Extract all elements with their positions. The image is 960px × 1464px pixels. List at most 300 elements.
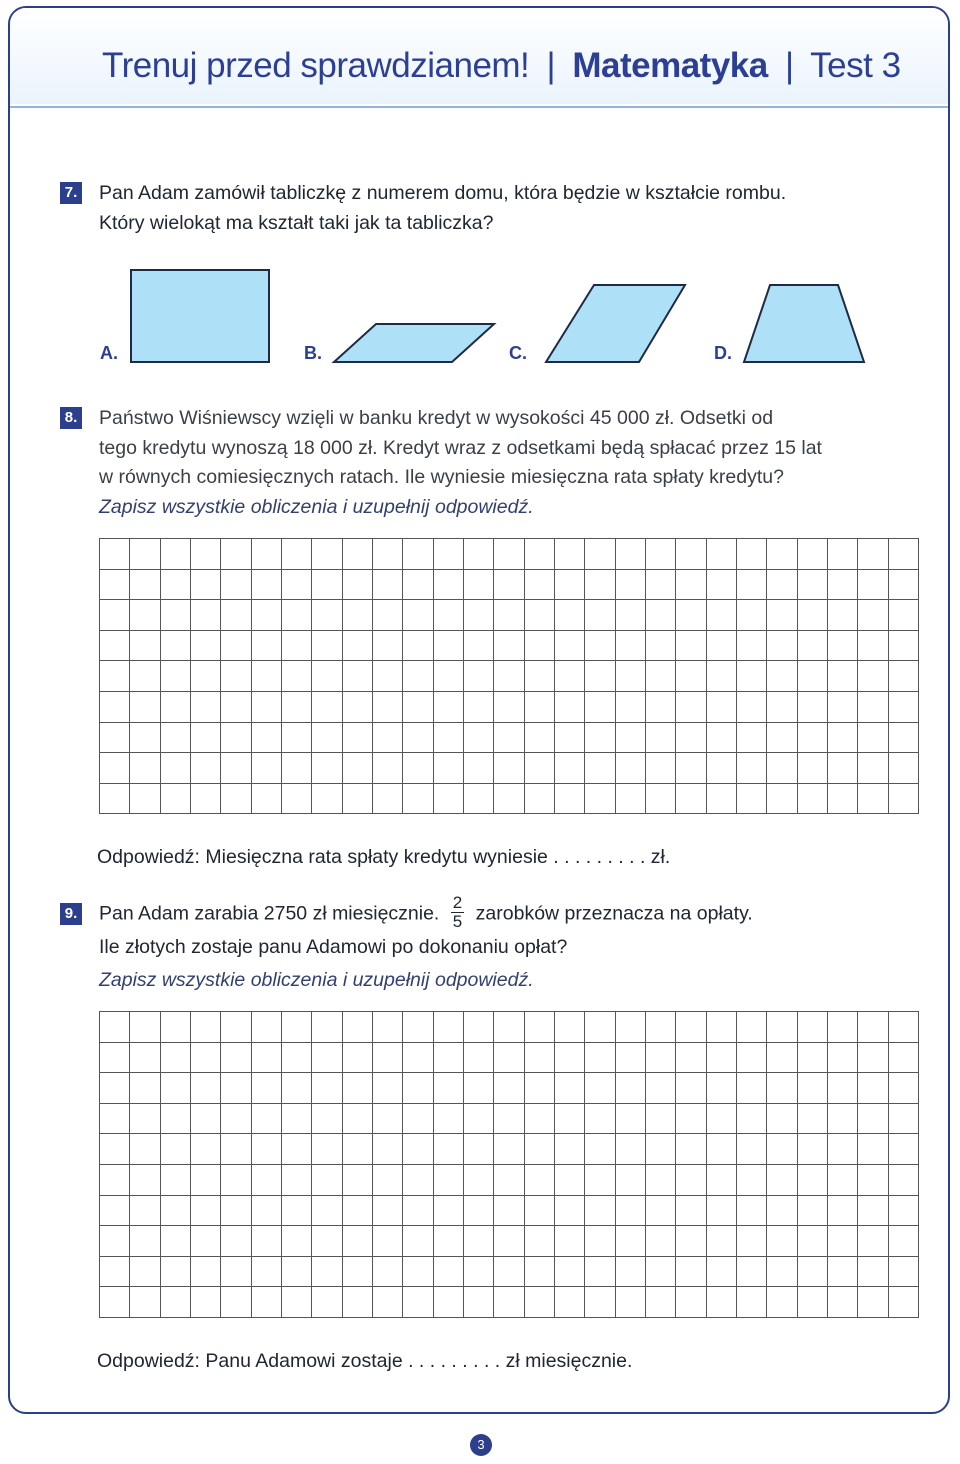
- grid-cell[interactable]: [555, 1165, 585, 1196]
- grid-cell[interactable]: [434, 1196, 464, 1227]
- grid-cell[interactable]: [525, 1196, 555, 1227]
- grid-cell[interactable]: [343, 1196, 373, 1227]
- grid-cell[interactable]: [828, 1073, 858, 1104]
- grid-cell[interactable]: [828, 753, 858, 784]
- grid-cell[interactable]: [707, 1043, 737, 1074]
- grid-cell[interactable]: [312, 1257, 342, 1288]
- grid-cell[interactable]: [707, 1104, 737, 1135]
- grid-cell[interactable]: [373, 1196, 403, 1227]
- grid-cell[interactable]: [525, 1134, 555, 1165]
- grid-cell[interactable]: [676, 1104, 706, 1135]
- grid-cell[interactable]: [191, 661, 221, 692]
- grid-cell[interactable]: [252, 784, 282, 815]
- grid-cell[interactable]: [889, 1073, 919, 1104]
- grid-cell[interactable]: [889, 1196, 919, 1227]
- grid-cell[interactable]: [525, 753, 555, 784]
- grid-cell[interactable]: [252, 539, 282, 570]
- grid-cell[interactable]: [161, 1226, 191, 1257]
- grid-cell[interactable]: [464, 570, 494, 601]
- grid-cell[interactable]: [100, 661, 130, 692]
- grid-cell[interactable]: [403, 1287, 433, 1318]
- grid-cell[interactable]: [676, 1073, 706, 1104]
- grid-cell[interactable]: [403, 1012, 433, 1043]
- grid-cell[interactable]: [707, 784, 737, 815]
- grid-cell[interactable]: [889, 784, 919, 815]
- grid-cell[interactable]: [161, 600, 191, 631]
- grid-cell[interactable]: [616, 1165, 646, 1196]
- grid-cell[interactable]: [767, 539, 797, 570]
- grid-cell[interactable]: [676, 1012, 706, 1043]
- grid-cell[interactable]: [191, 1165, 221, 1196]
- grid-cell[interactable]: [767, 1226, 797, 1257]
- grid-cell[interactable]: [434, 1257, 464, 1288]
- grid-cell[interactable]: [798, 1012, 828, 1043]
- grid-cell[interactable]: [585, 631, 615, 662]
- grid-cell[interactable]: [828, 784, 858, 815]
- grid-cell[interactable]: [373, 1012, 403, 1043]
- grid-cell[interactable]: [676, 692, 706, 723]
- grid-cell[interactable]: [798, 1104, 828, 1135]
- grid-cell[interactable]: [525, 631, 555, 662]
- grid-cell[interactable]: [191, 1134, 221, 1165]
- grid-cell[interactable]: [373, 1165, 403, 1196]
- grid-cell[interactable]: [282, 784, 312, 815]
- grid-cell[interactable]: [889, 1165, 919, 1196]
- grid-cell[interactable]: [403, 600, 433, 631]
- grid-cell[interactable]: [494, 539, 524, 570]
- grid-cell[interactable]: [555, 784, 585, 815]
- grid-cell[interactable]: [130, 753, 160, 784]
- grid-cell[interactable]: [858, 539, 888, 570]
- grid-cell[interactable]: [161, 1104, 191, 1135]
- grid-cell[interactable]: [191, 1226, 221, 1257]
- grid-cell[interactable]: [312, 1104, 342, 1135]
- grid-cell[interactable]: [100, 1073, 130, 1104]
- grid-cell[interactable]: [221, 1287, 251, 1318]
- grid-cell[interactable]: [130, 1287, 160, 1318]
- grid-cell[interactable]: [403, 1226, 433, 1257]
- grid-cell[interactable]: [585, 753, 615, 784]
- grid-cell[interactable]: [252, 1073, 282, 1104]
- grid-cell[interactable]: [858, 723, 888, 754]
- grid-cell[interactable]: [525, 570, 555, 601]
- grid-cell[interactable]: [403, 1104, 433, 1135]
- grid-cell[interactable]: [434, 600, 464, 631]
- grid-cell[interactable]: [191, 1073, 221, 1104]
- grid-cell[interactable]: [555, 1196, 585, 1227]
- grid-cell[interactable]: [464, 1073, 494, 1104]
- grid-cell[interactable]: [100, 1287, 130, 1318]
- grid-cell[interactable]: [828, 631, 858, 662]
- grid-cell[interactable]: [191, 1287, 221, 1318]
- grid-cell[interactable]: [555, 1134, 585, 1165]
- grid-cell[interactable]: [889, 1043, 919, 1074]
- grid-cell[interactable]: [343, 784, 373, 815]
- grid-cell[interactable]: [100, 570, 130, 601]
- grid-cell[interactable]: [373, 784, 403, 815]
- grid-cell[interactable]: [403, 1165, 433, 1196]
- grid-cell[interactable]: [221, 1012, 251, 1043]
- grid-cell[interactable]: [737, 1257, 767, 1288]
- grid-cell[interactable]: [646, 1196, 676, 1227]
- grid-cell[interactable]: [373, 1287, 403, 1318]
- grid-cell[interactable]: [221, 1165, 251, 1196]
- grid-cell[interactable]: [221, 723, 251, 754]
- grid-cell[interactable]: [373, 631, 403, 662]
- grid-cell[interactable]: [798, 692, 828, 723]
- grid-cell[interactable]: [464, 1287, 494, 1318]
- grid-cell[interactable]: [737, 784, 767, 815]
- grid-cell[interactable]: [737, 692, 767, 723]
- option-d-label[interactable]: D.: [714, 343, 732, 363]
- grid-cell[interactable]: [403, 1196, 433, 1227]
- grid-cell[interactable]: [555, 1012, 585, 1043]
- grid-cell[interactable]: [585, 539, 615, 570]
- grid-cell[interactable]: [707, 1196, 737, 1227]
- grid-cell[interactable]: [282, 1012, 312, 1043]
- grid-cell[interactable]: [646, 1226, 676, 1257]
- grid-cell[interactable]: [767, 570, 797, 601]
- grid-cell[interactable]: [525, 1043, 555, 1074]
- grid-cell[interactable]: [100, 753, 130, 784]
- grid-cell[interactable]: [252, 753, 282, 784]
- grid-cell[interactable]: [707, 1012, 737, 1043]
- grid-cell[interactable]: [282, 1073, 312, 1104]
- grid-cell[interactable]: [373, 1134, 403, 1165]
- grid-cell[interactable]: [282, 1043, 312, 1074]
- grid-cell[interactable]: [616, 1257, 646, 1288]
- grid-cell[interactable]: [858, 600, 888, 631]
- grid-cell[interactable]: [555, 753, 585, 784]
- grid-cell[interactable]: [191, 1012, 221, 1043]
- grid-cell[interactable]: [494, 1043, 524, 1074]
- grid-cell[interactable]: [343, 631, 373, 662]
- grid-cell[interactable]: [585, 1226, 615, 1257]
- grid-cell[interactable]: [767, 1104, 797, 1135]
- grid-cell[interactable]: [312, 723, 342, 754]
- grid-cell[interactable]: [767, 1257, 797, 1288]
- grid-cell[interactable]: [464, 753, 494, 784]
- grid-cell[interactable]: [161, 570, 191, 601]
- grid-cell[interactable]: [676, 661, 706, 692]
- grid-cell[interactable]: [161, 1196, 191, 1227]
- grid-cell[interactable]: [343, 1226, 373, 1257]
- grid-cell[interactable]: [464, 1257, 494, 1288]
- grid-cell[interactable]: [373, 1104, 403, 1135]
- grid-cell[interactable]: [737, 1073, 767, 1104]
- grid-cell[interactable]: [555, 723, 585, 754]
- grid-cell[interactable]: [525, 1104, 555, 1135]
- grid-cell[interactable]: [100, 1134, 130, 1165]
- grid-cell[interactable]: [312, 1012, 342, 1043]
- grid-cell[interactable]: [737, 1043, 767, 1074]
- grid-cell[interactable]: [767, 600, 797, 631]
- grid-cell[interactable]: [403, 1257, 433, 1288]
- grid-cell[interactable]: [464, 1043, 494, 1074]
- grid-cell[interactable]: [494, 1226, 524, 1257]
- grid-cell[interactable]: [767, 631, 797, 662]
- grid-cell[interactable]: [252, 1287, 282, 1318]
- grid-cell[interactable]: [646, 1257, 676, 1288]
- grid-cell[interactable]: [555, 1073, 585, 1104]
- grid-cell[interactable]: [130, 661, 160, 692]
- grid-cell[interactable]: [889, 1104, 919, 1135]
- grid-cell[interactable]: [828, 570, 858, 601]
- grid-cell[interactable]: [161, 753, 191, 784]
- grid-cell[interactable]: [767, 1165, 797, 1196]
- grid-cell[interactable]: [312, 692, 342, 723]
- grid-cell[interactable]: [676, 1165, 706, 1196]
- grid-cell[interactable]: [767, 1134, 797, 1165]
- grid-cell[interactable]: [373, 723, 403, 754]
- grid-cell[interactable]: [616, 1226, 646, 1257]
- grid-cell[interactable]: [252, 723, 282, 754]
- grid-cell[interactable]: [737, 1165, 767, 1196]
- grid-cell[interactable]: [737, 539, 767, 570]
- grid-cell[interactable]: [707, 753, 737, 784]
- grid-cell[interactable]: [130, 570, 160, 601]
- grid-cell[interactable]: [646, 600, 676, 631]
- grid-cell[interactable]: [252, 692, 282, 723]
- grid-cell[interactable]: [343, 692, 373, 723]
- grid-cell[interactable]: [343, 1043, 373, 1074]
- grid-cell[interactable]: [737, 661, 767, 692]
- grid-cell[interactable]: [343, 1134, 373, 1165]
- grid-cell[interactable]: [464, 1104, 494, 1135]
- grid-cell[interactable]: [130, 1196, 160, 1227]
- grid-cell[interactable]: [494, 784, 524, 815]
- grid-cell[interactable]: [525, 692, 555, 723]
- grid-cell[interactable]: [312, 1287, 342, 1318]
- grid-cell[interactable]: [373, 753, 403, 784]
- grid-cell[interactable]: [100, 692, 130, 723]
- grid-cell[interactable]: [100, 600, 130, 631]
- grid-cell[interactable]: [464, 600, 494, 631]
- grid-cell[interactable]: [130, 600, 160, 631]
- grid-cell[interactable]: [555, 539, 585, 570]
- grid-cell[interactable]: [767, 1012, 797, 1043]
- grid-cell[interactable]: [282, 1165, 312, 1196]
- grid-cell[interactable]: [616, 570, 646, 601]
- grid-cell[interactable]: [282, 539, 312, 570]
- grid-cell[interactable]: [858, 1257, 888, 1288]
- grid-cell[interactable]: [616, 753, 646, 784]
- grid-cell[interactable]: [130, 539, 160, 570]
- grid-cell[interactable]: [555, 661, 585, 692]
- grid-cell[interactable]: [403, 753, 433, 784]
- grid-cell[interactable]: [221, 1073, 251, 1104]
- grid-cell[interactable]: [798, 1134, 828, 1165]
- grid-cell[interactable]: [403, 570, 433, 601]
- grid-cell[interactable]: [707, 539, 737, 570]
- grid-cell[interactable]: [434, 570, 464, 601]
- grid-cell[interactable]: [494, 723, 524, 754]
- grid-cell[interactable]: [252, 1104, 282, 1135]
- grid-cell[interactable]: [221, 539, 251, 570]
- grid-cell[interactable]: [646, 1073, 676, 1104]
- grid-cell[interactable]: [828, 1196, 858, 1227]
- grid-cell[interactable]: [798, 1196, 828, 1227]
- grid-cell[interactable]: [282, 631, 312, 662]
- grid-cell[interactable]: [464, 1196, 494, 1227]
- grid-cell[interactable]: [221, 1196, 251, 1227]
- grid-cell[interactable]: [798, 753, 828, 784]
- grid-cell[interactable]: [161, 1257, 191, 1288]
- grid-cell[interactable]: [191, 1043, 221, 1074]
- grid-cell[interactable]: [221, 692, 251, 723]
- grid-cell[interactable]: [343, 753, 373, 784]
- option-c-label[interactable]: C.: [509, 343, 527, 363]
- grid-cell[interactable]: [282, 753, 312, 784]
- grid-cell[interactable]: [646, 631, 676, 662]
- grid-cell[interactable]: [828, 1043, 858, 1074]
- grid-cell[interactable]: [312, 570, 342, 601]
- grid-cell[interactable]: [585, 692, 615, 723]
- grid-cell[interactable]: [889, 753, 919, 784]
- grid-cell[interactable]: [343, 570, 373, 601]
- grid-cell[interactable]: [191, 600, 221, 631]
- grid-cell[interactable]: [464, 723, 494, 754]
- grid-cell[interactable]: [525, 1073, 555, 1104]
- grid-cell[interactable]: [525, 1226, 555, 1257]
- grid-cell[interactable]: [252, 1165, 282, 1196]
- grid-cell[interactable]: [737, 1196, 767, 1227]
- grid-cell[interactable]: [343, 1165, 373, 1196]
- grid-cell[interactable]: [161, 1287, 191, 1318]
- grid-cell[interactable]: [858, 753, 888, 784]
- grid-cell[interactable]: [555, 1104, 585, 1135]
- grid-cell[interactable]: [494, 570, 524, 601]
- grid-cell[interactable]: [282, 692, 312, 723]
- grid-cell[interactable]: [737, 723, 767, 754]
- grid-cell[interactable]: [676, 1043, 706, 1074]
- grid-cell[interactable]: [161, 539, 191, 570]
- grid-cell[interactable]: [798, 1287, 828, 1318]
- grid-cell[interactable]: [828, 723, 858, 754]
- grid-cell[interactable]: [585, 1043, 615, 1074]
- grid-cell[interactable]: [555, 1257, 585, 1288]
- grid-cell[interactable]: [221, 661, 251, 692]
- grid-cell[interactable]: [252, 1226, 282, 1257]
- grid-cell[interactable]: [767, 1287, 797, 1318]
- grid-cell[interactable]: [130, 1012, 160, 1043]
- grid-cell[interactable]: [282, 600, 312, 631]
- grid-cell[interactable]: [130, 1043, 160, 1074]
- grid-cell[interactable]: [798, 631, 828, 662]
- grid-cell[interactable]: [221, 753, 251, 784]
- grid-cell[interactable]: [798, 723, 828, 754]
- grid-cell[interactable]: [767, 723, 797, 754]
- grid-cell[interactable]: [555, 631, 585, 662]
- grid-cell[interactable]: [191, 723, 221, 754]
- grid-cell[interactable]: [676, 784, 706, 815]
- grid-cell[interactable]: [100, 1104, 130, 1135]
- grid-cell[interactable]: [434, 1165, 464, 1196]
- grid-cell[interactable]: [282, 570, 312, 601]
- grid-cell[interactable]: [585, 570, 615, 601]
- grid-cell[interactable]: [585, 1012, 615, 1043]
- grid-cell[interactable]: [737, 570, 767, 601]
- grid-cell[interactable]: [282, 1287, 312, 1318]
- grid-cell[interactable]: [676, 723, 706, 754]
- grid-cell[interactable]: [464, 1165, 494, 1196]
- grid-cell[interactable]: [555, 600, 585, 631]
- question-9-work-grid[interactable]: [99, 1011, 919, 1318]
- grid-cell[interactable]: [161, 661, 191, 692]
- grid-cell[interactable]: [494, 1073, 524, 1104]
- grid-cell[interactable]: [889, 1226, 919, 1257]
- grid-cell[interactable]: [312, 661, 342, 692]
- grid-cell[interactable]: [585, 600, 615, 631]
- grid-cell[interactable]: [707, 1073, 737, 1104]
- grid-cell[interactable]: [798, 661, 828, 692]
- grid-cell[interactable]: [616, 631, 646, 662]
- grid-cell[interactable]: [646, 1165, 676, 1196]
- grid-cell[interactable]: [494, 1257, 524, 1288]
- grid-cell[interactable]: [191, 570, 221, 601]
- shape-d-trapezoid[interactable]: [744, 285, 864, 362]
- grid-cell[interactable]: [616, 1104, 646, 1135]
- grid-cell[interactable]: [373, 1043, 403, 1074]
- grid-cell[interactable]: [494, 692, 524, 723]
- grid-cell[interactable]: [403, 692, 433, 723]
- grid-cell[interactable]: [130, 692, 160, 723]
- grid-cell[interactable]: [252, 570, 282, 601]
- grid-cell[interactable]: [434, 1104, 464, 1135]
- grid-cell[interactable]: [161, 631, 191, 662]
- grid-cell[interactable]: [858, 1073, 888, 1104]
- grid-cell[interactable]: [585, 1165, 615, 1196]
- grid-cell[interactable]: [312, 600, 342, 631]
- grid-cell[interactable]: [828, 1257, 858, 1288]
- grid-cell[interactable]: [828, 1012, 858, 1043]
- grid-cell[interactable]: [221, 784, 251, 815]
- grid-cell[interactable]: [798, 570, 828, 601]
- grid-cell[interactable]: [282, 1134, 312, 1165]
- grid-cell[interactable]: [343, 661, 373, 692]
- grid-cell[interactable]: [585, 1257, 615, 1288]
- grid-cell[interactable]: [434, 631, 464, 662]
- grid-cell[interactable]: [252, 661, 282, 692]
- grid-cell[interactable]: [525, 1165, 555, 1196]
- grid-cell[interactable]: [403, 723, 433, 754]
- grid-cell[interactable]: [403, 1043, 433, 1074]
- grid-cell[interactable]: [828, 692, 858, 723]
- grid-cell[interactable]: [343, 723, 373, 754]
- grid-cell[interactable]: [343, 1257, 373, 1288]
- grid-cell[interactable]: [676, 570, 706, 601]
- grid-cell[interactable]: [646, 661, 676, 692]
- grid-cell[interactable]: [858, 784, 888, 815]
- grid-cell[interactable]: [828, 600, 858, 631]
- grid-cell[interactable]: [464, 1226, 494, 1257]
- grid-cell[interactable]: [191, 1196, 221, 1227]
- grid-cell[interactable]: [221, 1226, 251, 1257]
- grid-cell[interactable]: [434, 784, 464, 815]
- grid-cell[interactable]: [161, 1012, 191, 1043]
- grid-cell[interactable]: [464, 661, 494, 692]
- grid-cell[interactable]: [494, 1165, 524, 1196]
- grid-cell[interactable]: [646, 723, 676, 754]
- grid-cell[interactable]: [494, 753, 524, 784]
- grid-cell[interactable]: [858, 692, 888, 723]
- grid-cell[interactable]: [646, 784, 676, 815]
- grid-cell[interactable]: [585, 1196, 615, 1227]
- grid-cell[interactable]: [343, 1287, 373, 1318]
- grid-cell[interactable]: [646, 570, 676, 601]
- grid-cell[interactable]: [130, 1104, 160, 1135]
- grid-cell[interactable]: [616, 1043, 646, 1074]
